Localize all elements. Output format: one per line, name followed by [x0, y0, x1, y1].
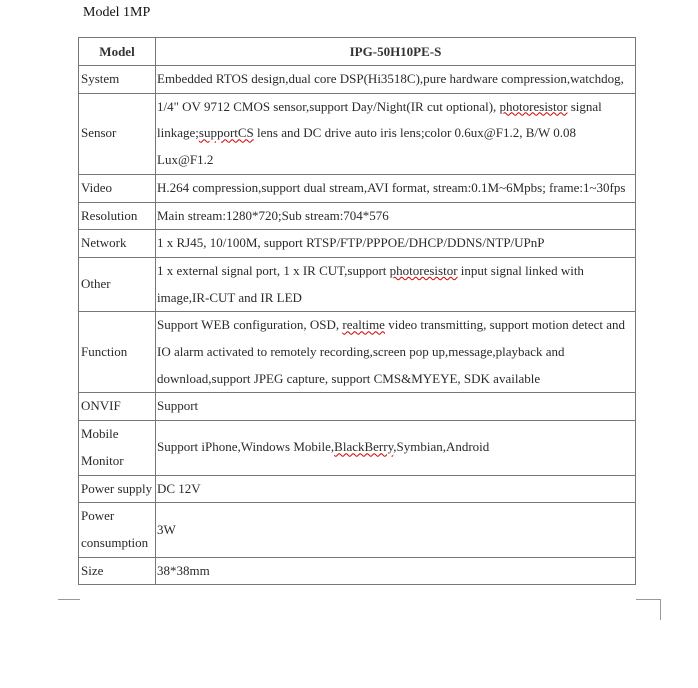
label-network: Network [79, 230, 156, 258]
value-mobile [156, 421, 636, 475]
value-other-part-a: 1 x external signal port, 1 x IR CUT,support [157, 262, 390, 278]
value-sensor-part-b: photoresistor [499, 98, 568, 114]
value-mobile-part-c: ,Symbian,Android [393, 439, 490, 455]
table-row-video [79, 174, 636, 202]
value-system: Embedded RTOS design,dual core DSP(Hi3518C),pure hardware compression,watchdog, [156, 66, 636, 94]
value-other-part-b: photoresistor [389, 262, 458, 278]
table-row-mobile [79, 421, 636, 475]
table-row-system [79, 66, 636, 94]
table-row-network [79, 230, 636, 258]
table-row-onvif [79, 393, 636, 421]
value-sensor-part-e: lens and DC drive auto iris lens;color 0.6ux@F1.2, B/W 0.08 Lux@F1.2 [157, 125, 577, 168]
value-video: H.264 compression,support dual stream,AVI format, stream:0.1M~6Mpbs; frame:1~30fps [156, 174, 636, 202]
label-function: Function [79, 312, 156, 393]
value-power-supply: DC 12V [156, 475, 636, 503]
table-row-size [79, 557, 636, 585]
value-resolution: Main stream:1280*720;Sub stream:704*576 [156, 202, 636, 230]
crop-mark-left [58, 599, 80, 600]
label-mobile: Mobile Monitor [79, 421, 156, 475]
spec-table [78, 37, 636, 585]
table-row-function [79, 312, 636, 393]
value-power-consumption: 3W [156, 503, 636, 557]
label-onvif: ONVIF [79, 393, 156, 421]
value-function [156, 312, 636, 393]
table-row-power-consumption [79, 503, 636, 557]
value-sensor-part-c: signal linkage; [157, 98, 602, 141]
table-row-resolution [79, 202, 636, 230]
value-mobile-part-b: BlackBerry [334, 439, 394, 455]
value-sensor-part-d: supportCS [198, 125, 254, 141]
label-video: Video [79, 174, 156, 202]
value-mobile-part-a: Support iPhone,Windows Mobile, [157, 439, 335, 455]
header-model-number: IPG-50H10PE-S [156, 38, 636, 66]
crop-mark-right [636, 599, 661, 620]
value-sensor [156, 93, 636, 174]
label-size: Size [79, 557, 156, 585]
value-onvif: Support [156, 393, 636, 421]
value-other-part-c: input signal linked with image,IR-CUT and IR LED [157, 262, 584, 305]
label-resolution: Resolution [79, 202, 156, 230]
label-power-supply: Power supply [79, 475, 156, 503]
label-sensor: Sensor [79, 93, 156, 174]
value-function-part-b: realtime [342, 317, 385, 333]
value-size: 38*38mm [156, 557, 636, 585]
label-other: Other [79, 257, 156, 311]
table-row-sensor [79, 93, 636, 174]
label-power-consumption: Power consumption [79, 503, 156, 557]
value-function-part-a: Support WEB configuration, OSD, [157, 317, 343, 333]
table-caption: Model 1MP [83, 5, 151, 20]
value-sensor-part-a: 1/4" OV 9712 CMOS sensor,support Day/Night(IR cut optional), [157, 98, 500, 114]
header-model: Model [79, 38, 156, 66]
value-other [156, 257, 636, 311]
value-network: 1 x RJ45, 10/100M, support RTSP/FTP/PPPOE/DHCP/DDNS/NTP/UPnP [156, 230, 636, 258]
table-row-other [79, 257, 636, 311]
table-row-power-supply [79, 475, 636, 503]
table-header-row [79, 38, 636, 66]
value-function-part-c: video transmitting, support motion detect and IO alarm activated to remotely recording,screen pop up,message,playback and download,support JPEG capture, support CMS&MYEYE, SDK available [157, 317, 626, 386]
label-system: System [79, 66, 156, 94]
